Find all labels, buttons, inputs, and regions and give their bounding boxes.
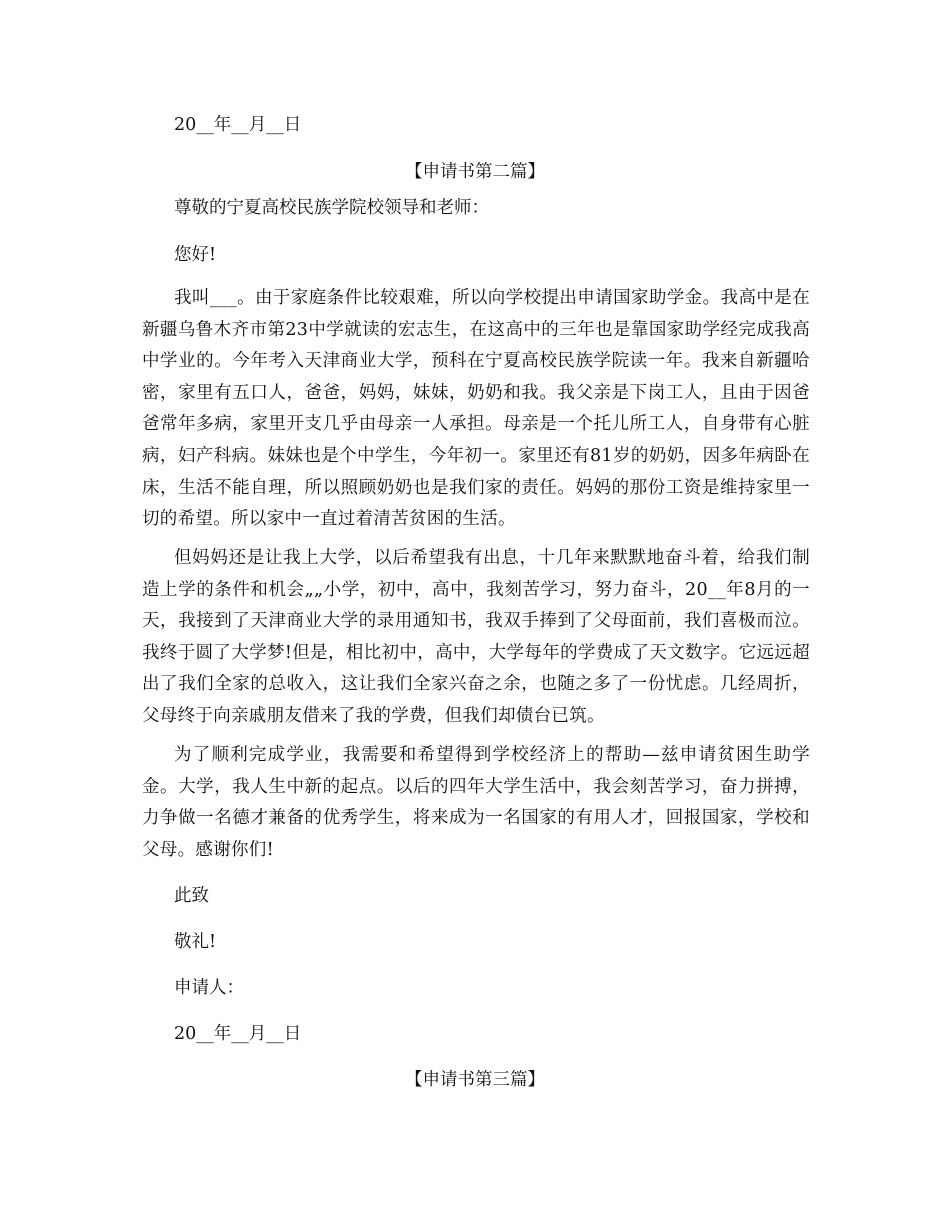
closing: 此致	[174, 886, 209, 906]
date-bottom: 20__年__月__日	[174, 1024, 302, 1044]
salutation: 尊敬的宁夏高校民族学院校领导和老师：	[174, 198, 489, 218]
applicant-label: 申请人：	[174, 978, 244, 998]
heading-third: 【申请书第三篇】	[405, 1070, 545, 1090]
greeting: 您好!	[174, 245, 217, 265]
paragraph-1: 我叫___。由于家庭条件比较艰难，所以向学校提出申请国家助学金。我高中是在新疆乌鲁木齐市第23中学就读的宏志生，在这高中的三年也是靠国家助学经完成我高中学业的。今年考入天津商业大学，预科在宁夏高校民族学院读一年。我来自新疆哈密，家里有五口人，爸爸，妈妈，妹妹，奶奶和我。我父亲是下岗工人，且由于因爸爸常年多病，家里开支几乎由母亲一人承担。母亲是一个托儿所工人，自身带有心脏病，妇产科病。妹妹也是个中学生，今年初一。家里还有81岁的奶奶，因多年病卧在床，生活不能自理，所以照顾奶奶也是我们家的责任。妈妈的那份工资是维持家里一切的希望。所以家中一直过着清苦贫困的生活。	[142, 288, 810, 530]
date-top: 20__年__月__日	[174, 115, 302, 135]
paragraph-2: 但妈妈还是让我上大学，以后希望我有出息，十几年来默默地奋斗着，给我们制造上学的条件和机会„„小学，初中，高中，我刻苦学习，努力奋斗，20__年8月的一天，我接到了天津商业大学的录用通知书，我双手捧到了父母面前，我们喜极而泣。我终于圆了大学梦!但是，相比初中，高中，大学每年的学费成了天文数字。它远远超出了我们全家的总收入，这让我们全家兴奋之余，也随之多了一份忧虑。几经周折，父母终于向亲戚朋友借来了我的学费，但我们却债台已筑。	[142, 548, 810, 726]
heading-second: 【申请书第二篇】	[405, 162, 545, 182]
paragraph-3: 为了顺利完成学业，我需要和希望得到学校经济上的帮助—兹申请贫困生助学金。大学，我人生中新的起点。以后的四年大学生活中，我会刻苦学习，奋力拼搏，力争做一名德才兼备的优秀学生，将来成为一名国家的有用人才，回报国家，学校和父母。感谢你们!	[142, 745, 810, 860]
regards: 敬礼!	[174, 932, 217, 952]
